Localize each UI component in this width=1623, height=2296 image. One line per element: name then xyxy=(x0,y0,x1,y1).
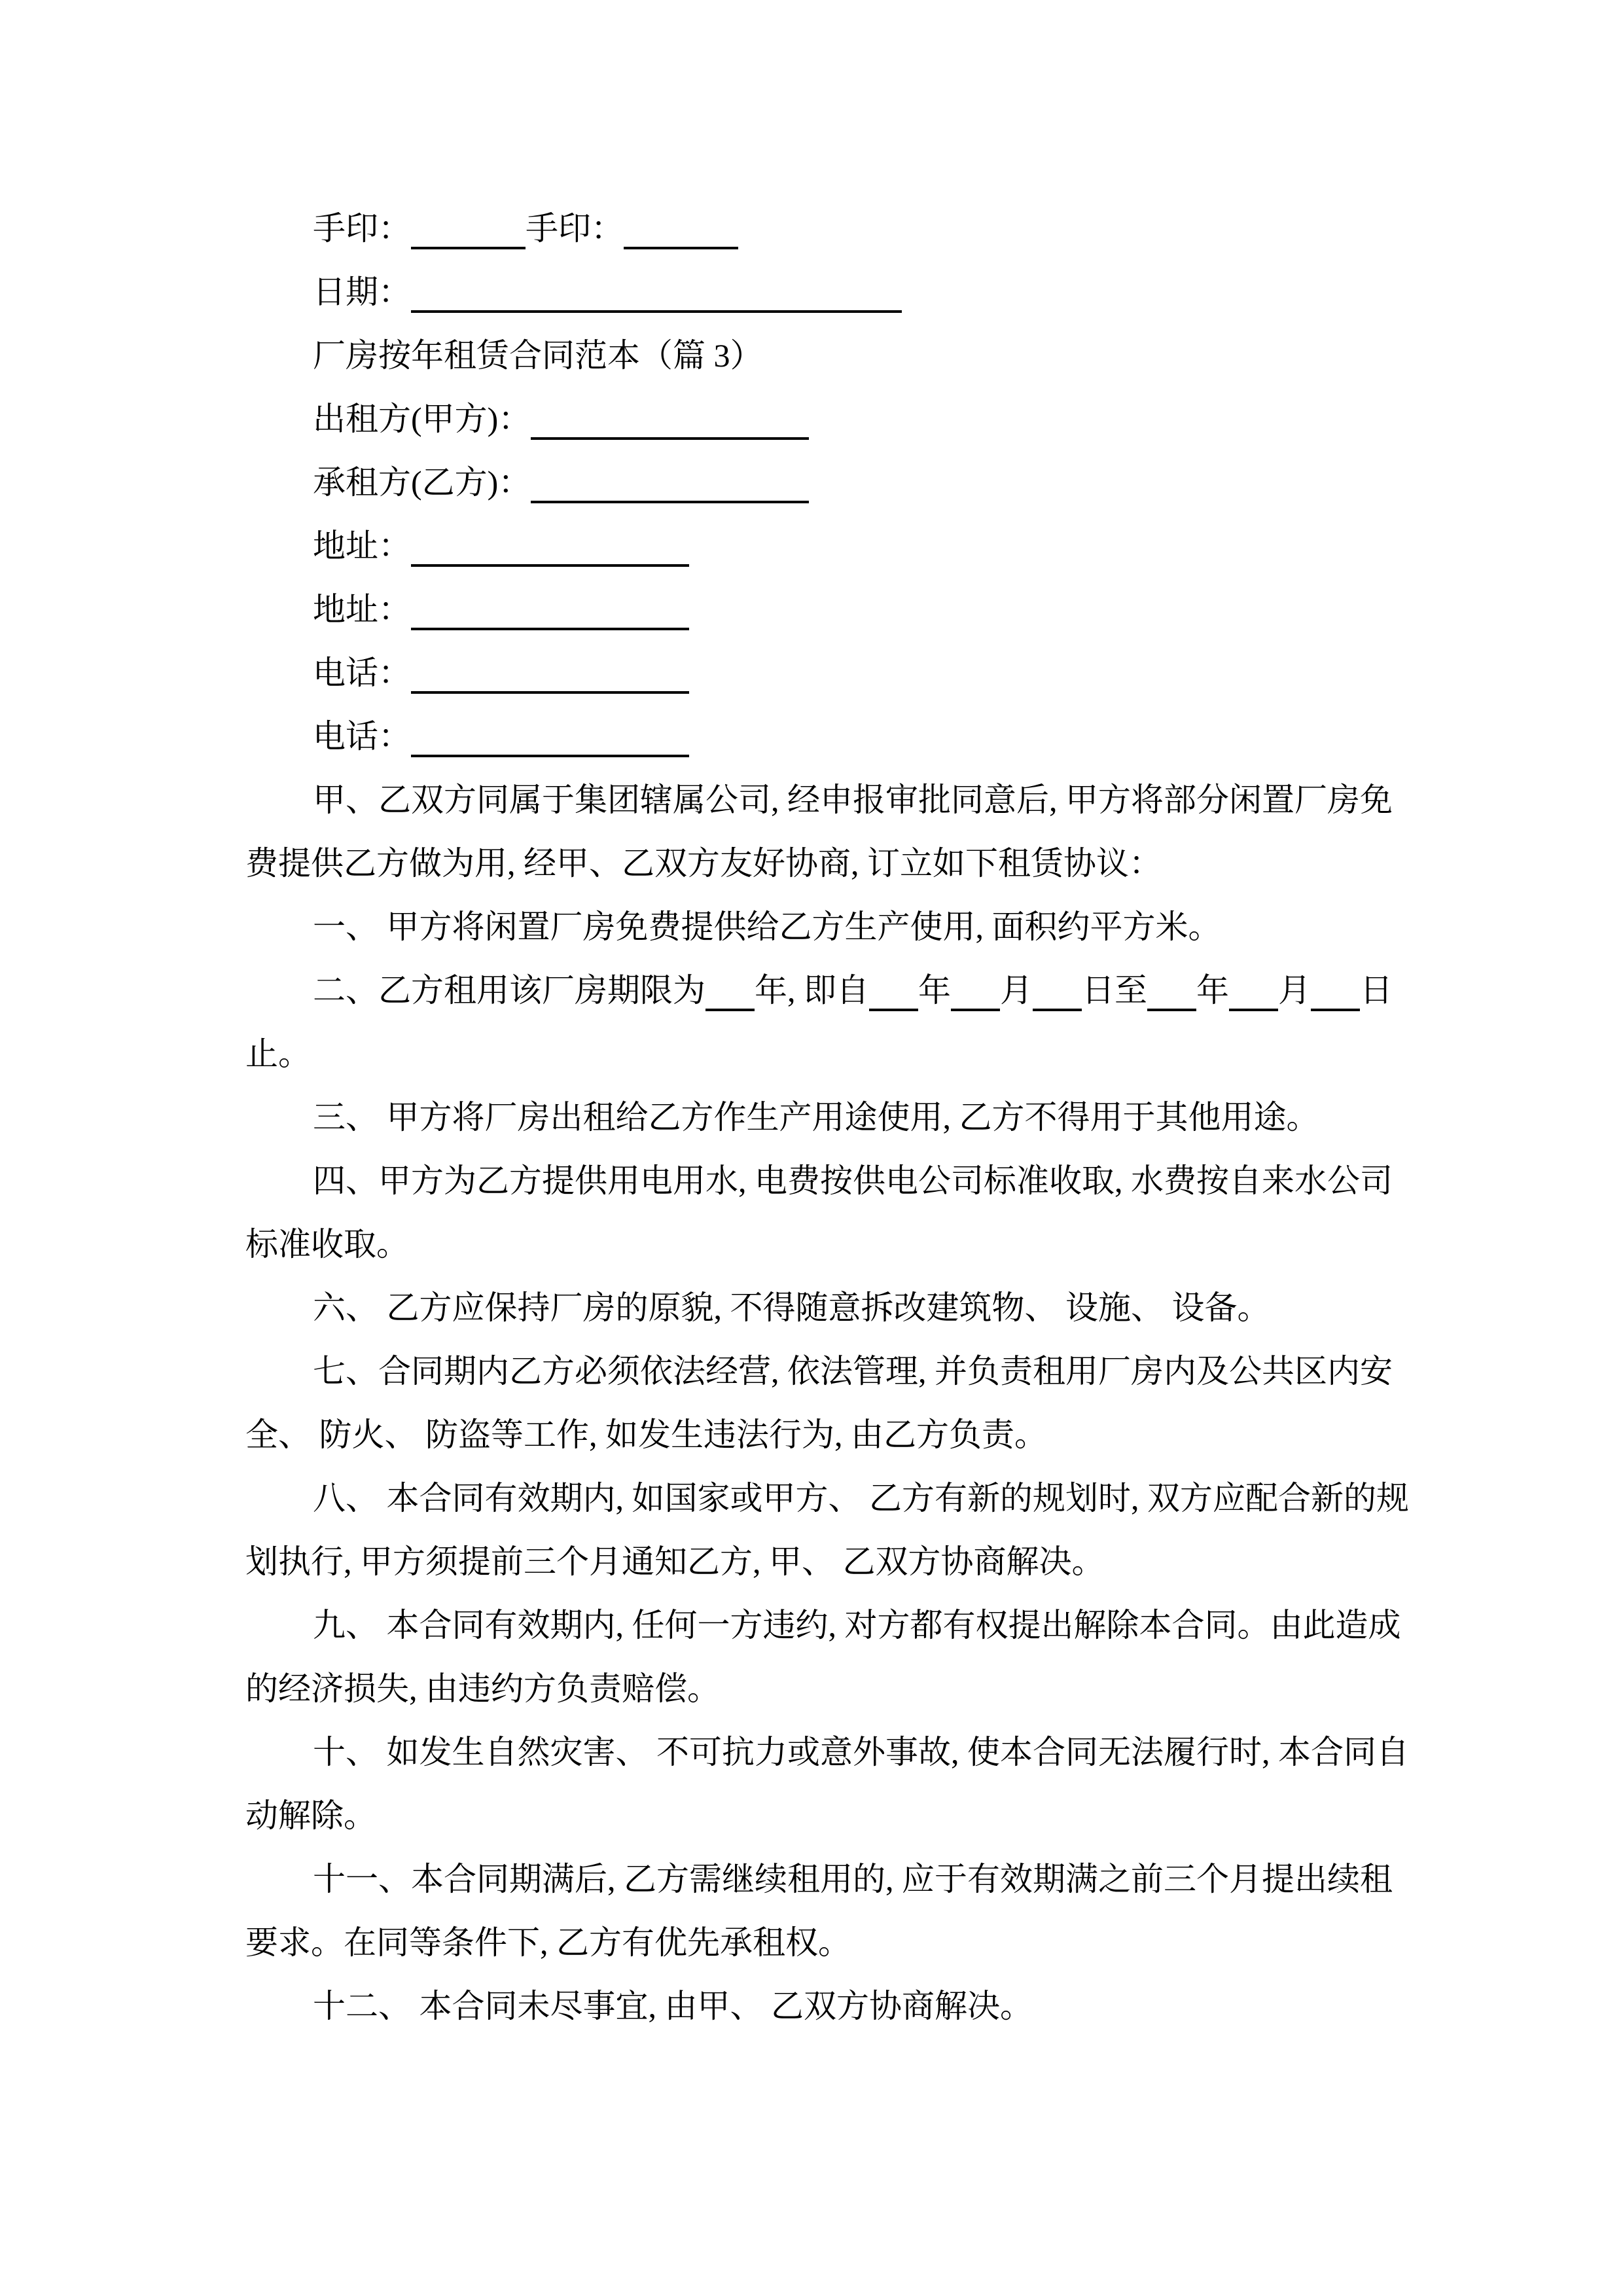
clause-1 xyxy=(0,895,1623,959)
document-title xyxy=(0,324,1623,387)
fill-in-blank xyxy=(411,591,689,630)
clause-2-line-1 xyxy=(0,959,1623,1022)
fill-in-blank xyxy=(411,274,902,313)
text-segment: 四、甲方为乙方提供用电用水, 电费按供电公司标准收取, 水费按自来水公司 xyxy=(313,1162,1393,1199)
fill-in-blank xyxy=(869,972,918,1011)
clause-11-line-1 xyxy=(0,1848,1623,1911)
clause-4-line-1 xyxy=(0,1149,1623,1213)
text-segment: 十一、本合同期满后, 乙方需继续租用的, 应于有效期满之前三个月提出续租 xyxy=(313,1861,1393,1897)
text-segment: 年 xyxy=(1196,972,1229,1009)
text-segment: 一、 甲方将闲置厂房免费提供给乙方生产使用, 面积约平方米。 xyxy=(313,908,1221,945)
text-segment: 费提供乙方做为用, 经甲、乙双方友好协商, 订立如下租赁协议： xyxy=(245,845,1162,882)
text-segment: 月 xyxy=(1278,972,1311,1009)
fill-in-blank xyxy=(951,972,1000,1011)
fill-in-blank xyxy=(411,210,526,249)
text-segment: 日期： xyxy=(313,274,411,310)
clause-7-line-2 xyxy=(0,1403,1623,1467)
text-segment: 地址： xyxy=(313,591,411,628)
text-segment: 九、 本合同有效期内, 任何一方违约, 对方都有权提出解除本合同。由此造成 xyxy=(313,1607,1401,1643)
fill-in-blank xyxy=(411,655,689,694)
fill-in-blank xyxy=(1311,972,1360,1011)
text-segment: 手印： xyxy=(313,210,411,247)
clause-6 xyxy=(0,1276,1623,1340)
clause-3 xyxy=(0,1086,1623,1149)
text-segment: 三、 甲方将厂房出租给乙方作生产用途使用, 乙方不得用于其他用途。 xyxy=(313,1099,1319,1136)
clause-7-line-1 xyxy=(0,1340,1623,1403)
text-segment: 日 xyxy=(1360,972,1393,1009)
fill-in-blank xyxy=(531,464,809,503)
fill-in-blank xyxy=(1033,972,1082,1011)
text-segment: 十、 如发生自然灾害、 不可抗力或意外事故, 使本合同无法履行时, 本合同自 xyxy=(313,1734,1409,1770)
phone-line-2 xyxy=(0,705,1623,768)
text-segment: 标准收取。 xyxy=(245,1226,409,1263)
clause-10-line-2 xyxy=(0,1784,1623,1848)
text-segment: 年 xyxy=(918,972,951,1009)
text-segment: 出租方(甲方)： xyxy=(313,401,531,437)
lessee-line xyxy=(0,451,1623,514)
fill-in-blank xyxy=(531,401,809,440)
clause-8-line-2 xyxy=(0,1530,1623,1594)
text-segment: 年, 即自 xyxy=(755,972,869,1009)
text-segment: 电话： xyxy=(313,718,411,755)
clause-9-line-1 xyxy=(0,1594,1623,1657)
preamble-line-1 xyxy=(0,768,1623,832)
fill-in-blank xyxy=(624,210,738,249)
lessor-line xyxy=(0,387,1623,451)
address-line-2 xyxy=(0,578,1623,641)
fill-in-blank xyxy=(411,528,689,567)
text-segment: 划执行, 甲方须提前三个月通知乙方, 甲、 乙双方协商解决。 xyxy=(245,1543,1105,1580)
clause-12 xyxy=(0,1975,1623,2038)
date-line xyxy=(0,260,1623,324)
fill-in-blank xyxy=(1229,972,1278,1011)
text-segment: 厂房按年租赁合同范本（篇 3） xyxy=(313,337,763,374)
fill-in-blank xyxy=(705,972,755,1011)
text-segment: 七、合同期内乙方必须依法经营, 依法管理, 并负责租用厂房内及公共区内安 xyxy=(313,1353,1393,1390)
text-segment: 承租方(乙方)： xyxy=(313,464,531,501)
fingerprint-line xyxy=(0,197,1623,260)
text-segment: 六、 乙方应保持厂房的原貌, 不得随意拆改建筑物、 设施、 设备。 xyxy=(313,1289,1270,1326)
text-segment: 日至 xyxy=(1082,972,1147,1009)
fill-in-blank xyxy=(1147,972,1196,1011)
text-segment: 二、乙方租用该厂房期限为 xyxy=(313,972,705,1009)
text-segment: 手印： xyxy=(526,210,624,247)
clause-10-line-1 xyxy=(0,1721,1623,1784)
clause-9-line-2 xyxy=(0,1657,1623,1721)
contract-document xyxy=(0,197,1623,2038)
text-segment: 全、 防火、 防盗等工作, 如发生违法行为, 由乙方负责。 xyxy=(245,1416,1047,1453)
text-segment: 电话： xyxy=(313,655,411,691)
text-segment: 地址： xyxy=(313,528,411,564)
phone-line-1 xyxy=(0,641,1623,705)
clause-11-line-2 xyxy=(0,1911,1623,1975)
text-segment: 要求。在同等条件下, 乙方有优先承租权。 xyxy=(245,1924,851,1961)
text-segment: 动解除。 xyxy=(245,1797,376,1834)
text-segment: 八、 本合同有效期内, 如国家或甲方、 乙方有新的规划时, 双方应配合新的规 xyxy=(313,1480,1409,1516)
clause-2-line-2 xyxy=(0,1022,1623,1086)
clause-4-line-2 xyxy=(0,1213,1623,1276)
address-line-1 xyxy=(0,514,1623,578)
clause-8-line-1 xyxy=(0,1467,1623,1530)
text-segment: 十二、 本合同未尽事宜, 由甲、 乙双方协商解决。 xyxy=(313,1988,1033,2024)
text-segment: 止。 xyxy=(245,1035,311,1072)
fill-in-blank xyxy=(411,718,689,757)
text-segment: 的经济损失, 由违约方负责赔偿。 xyxy=(245,1670,720,1707)
text-segment: 月 xyxy=(1000,972,1033,1009)
text-segment: 甲、乙双方同属于集团辖属公司, 经申报审批同意后, 甲方将部分闲置厂房免 xyxy=(313,781,1393,818)
preamble-line-2 xyxy=(0,832,1623,895)
